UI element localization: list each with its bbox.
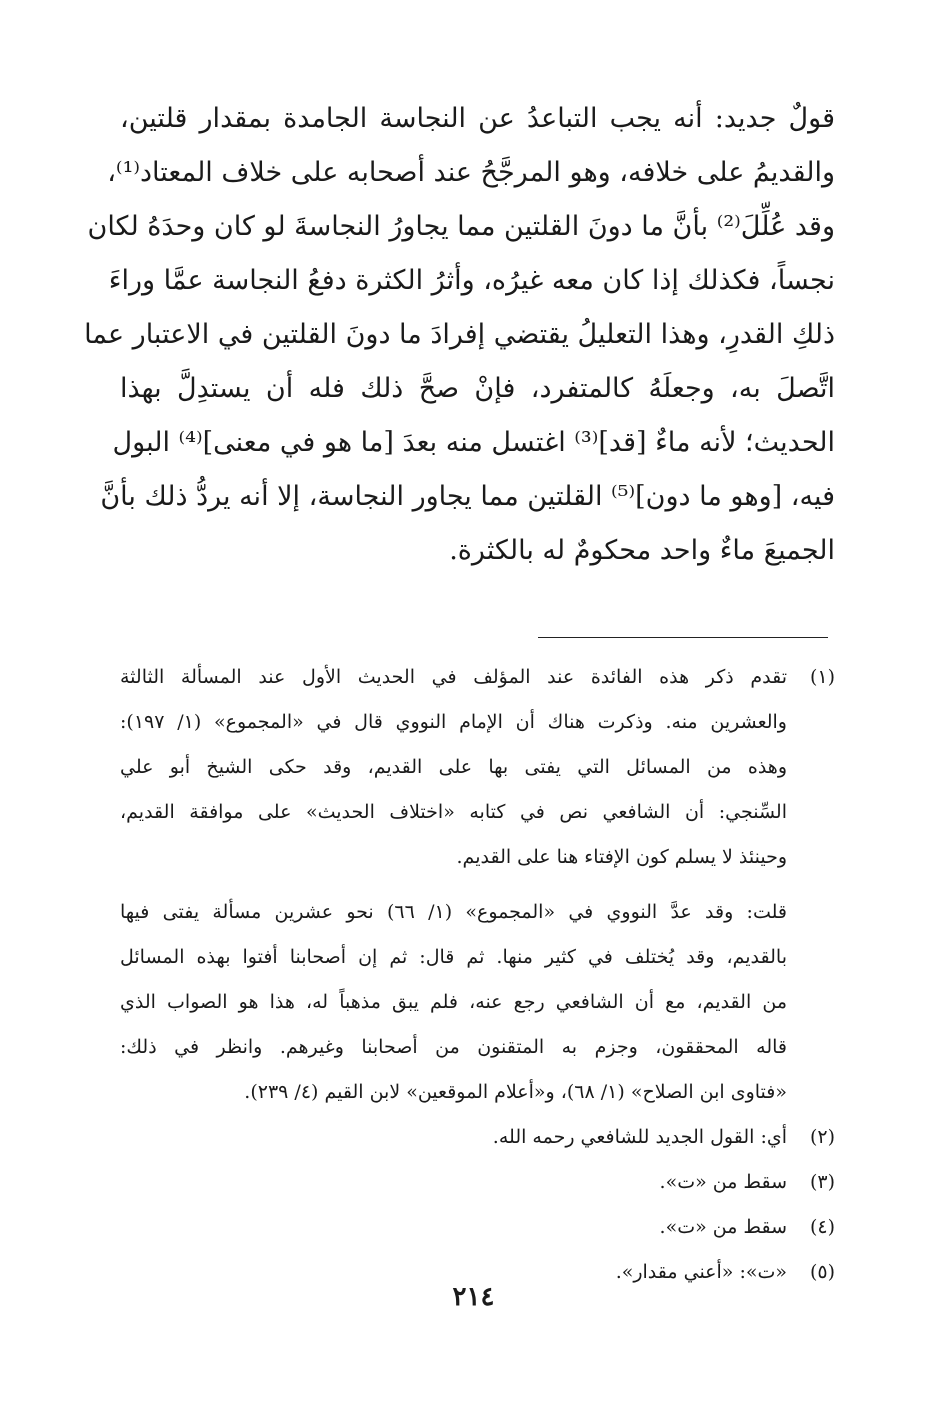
footnote-text: سقط من «ت». — [659, 1216, 787, 1238]
footnote-number: (٣) — [809, 1171, 835, 1193]
main-text-line: اتَّصلَ به، وجعلَهُ كالمتفرد، فإنْ صحَّ ذلك فله أن يستدِلَّ بهذا — [120, 373, 835, 404]
footnote-line: السِّنجي: أن الشافعي نص في كتابه «اختلاف الحديث» على موافقة القديم، — [120, 801, 787, 823]
main-text-line: والقديمُ على خلافه، وهو المرجَّحُ عند أصحابه على خلاف المعتاد⁽¹⁾، — [107, 157, 835, 188]
footnotes-section — [120, 655, 835, 1295]
footnote-number: (٤) — [809, 1216, 835, 1238]
footnote-4 — [120, 1205, 835, 1250]
main-text-line: الحديث؛ لأنه ماءٌ [قد]⁽³⁾ اغتسل منه بعدَ [ما هو في معنى]⁽⁴⁾ البول — [112, 427, 835, 458]
footnote-3 — [120, 1160, 835, 1205]
main-body-text — [84, 92, 835, 578]
footnote-body — [120, 655, 787, 1115]
footnote-line: والعشرين منه. وذكرت هناك أن الإمام النووي قال في «المجموع» (١/ ١٩٧): — [120, 711, 787, 733]
footnote-line: من القديم، مع أن الشافعي رجع عنه، فلم يبق مذهباً له، هذا هو الصواب الذي — [120, 991, 787, 1013]
footnote-separator — [538, 637, 828, 638]
footnote-line: بالقديم، وقد يُختلف في كثير منها. ثم قال: ثم إن أصحابنا أفتوا بهذه المسائل — [120, 946, 787, 968]
footnote-paragraph — [120, 890, 787, 1115]
footnote-line: تقدم ذكر هذه الفائدة عند المؤلف في الحديث الأول عند المسألة الثالثة — [120, 666, 787, 688]
footnote-text: سقط من «ت». — [659, 1171, 787, 1193]
footnote-text: أي: القول الجديد للشافعي رحمه الله. — [492, 1126, 787, 1148]
footnote-line: قاله المحققون، وجزم به المتقنون من أصحابنا وغيرهم. وانظر في ذلك: — [120, 1036, 787, 1058]
main-text-line: وقد عُلِّلَ⁽²⁾ بأنَّ ما دونَ القلتين مما يجاورُ النجاسةَ لو كان وحدَهُ لكان — [87, 211, 835, 242]
footnote-number: (٥) — [809, 1261, 835, 1283]
page-number: ٢١٤ — [452, 1282, 495, 1312]
footnote-number: (١) — [809, 666, 835, 688]
footnote-1 — [120, 655, 835, 1115]
main-text-line: قولٌ جديد: أنه يجب التباعدُ عن النجاسة الجامدة بمقدار قلتين، — [120, 103, 835, 134]
main-text-line: نجساً، فكذلك إذا كان معه غيرُه، وأثرُ الكثرة دفعُ النجاسة عمَّا وراءَ — [108, 265, 835, 296]
footnote-text: «ت»: «أعني مقدار». — [615, 1261, 787, 1283]
main-text-line: فيه، [وهو ما دون]⁽⁵⁾ القلتين مما يجاور النجاسة، إلا أنه يردُّ ذلك بأنَّ — [100, 481, 835, 512]
footnote-number: (٢) — [809, 1126, 835, 1148]
main-text-line: الجميعَ ماءٌ واحد محكومٌ له بالكثرة. — [449, 535, 835, 566]
footnote-line: وحينئذ لا يسلم كون الإفتاء هنا على القديم. — [456, 846, 787, 868]
footnote-line: «فتاوى ابن الصلاح» (١/ ٦٨)، و«أعلام الموقعين» لابن القيم (٤/ ٢٣٩). — [244, 1081, 787, 1103]
footnote-line: وهذه من المسائل التي يفتى بها على القديم، وقد حكى الشيخ أبو علي — [120, 756, 787, 778]
main-text-line: ذلكِ القدرِ، وهذا التعليلُ يقتضي إفرادَ ما دونَ القلتين في الاعتبار عما — [84, 319, 835, 350]
footnote-line: قلت: وقد عدَّ النووي في «المجموع» (١/ ٦٦) نحو عشرين مسألة يفتى فيها — [120, 901, 787, 923]
footnote-2 — [120, 1115, 835, 1160]
